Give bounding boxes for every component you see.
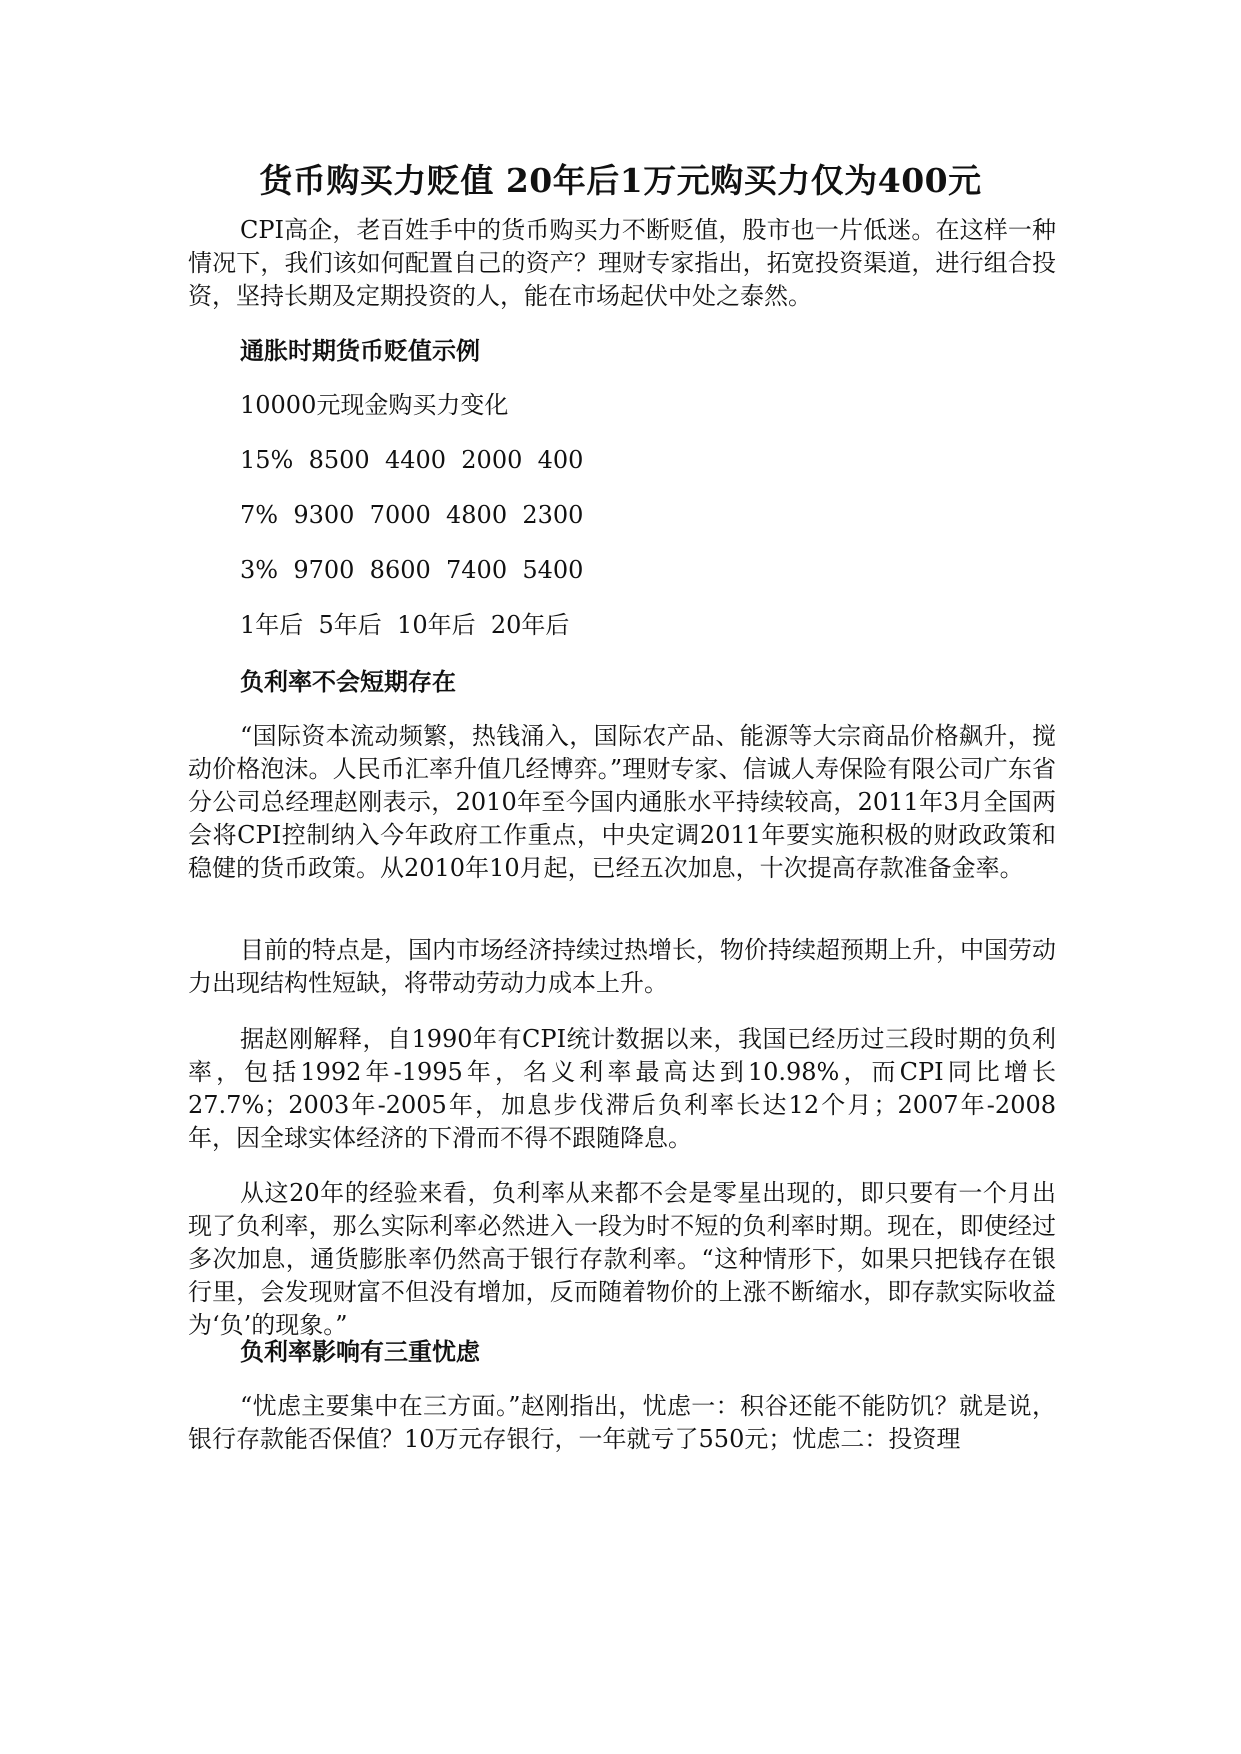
- section-heading-inflation-example: 通胀时期货币贬值示例: [240, 336, 480, 365]
- document-title: 货币购买力贬值 20年后1万元购买力仅为400元: [259, 161, 982, 200]
- section-heading-three-concerns: 负利率影响有三重忧虑: [240, 1337, 480, 1366]
- paragraph-1: “国际资本流动频繁，热钱涌入，国际农产品、能源等大宗商品价格飙升，搅动价格泡沫。人民币汇率升值几经博弈。”理财专家、信诚人寿保险有限公司广东省分公司总经理赵刚表示，2010年至今国内通胀水平持续较高，2011年3月全国两会将CPI控制纳入今年政府工作重点，中央定调2011年要实施积极的财政政策和稳健的货币政策。从2010年10月起，已经五次加息，十次提高存款准备金率。: [188, 722, 1056, 882]
- paragraph-5: “忧虑主要集中在三方面。”赵刚指出，忧虑一：积谷还能不能防饥？就是说，银行存款能否保值？10万元存银行，一年就亏了550元；忧虑二：投资理: [188, 1392, 1056, 1453]
- paragraph-4: 从这20年的经验来看，负利率从来都不会是零星出现的，即只要有一个月出现了负利率，那么实际利率必然进入一段为时不短的负利率时期。现在，即使经过多次加息，通货膨胀率仍然高于银行存款利率。“这种情形下，如果只把钱存在银行里，会发现财富不但没有增加，反而随着物价的上涨不断缩水，即存款实际收益为‘负’的现象。”: [188, 1179, 1056, 1339]
- table-caption: 10000元现金购买力变化: [240, 391, 509, 419]
- paragraph-2: 目前的特点是，国内市场经济持续过热增长，物价持续超预期上升，中国劳动力出现结构性短缺，将带动劳动力成本上升。: [188, 936, 1056, 997]
- table-row-7: 7% 9300 7000 4800 2300: [240, 501, 584, 529]
- section-heading-negative-rate: 负利率不会短期存在: [240, 667, 456, 696]
- intro-paragraph: CPI高企，老百姓手中的货币购买力不断贬值，股市也一片低迷。在这样一种情况下，我们该如何配置自己的资产？理财专家指出，拓宽投资渠道，进行组合投资，坚持长期及定期投资的人，能在市场起伏中处之泰然。: [188, 216, 1056, 310]
- table-row-15: 15% 8500 4400 2000 400: [240, 446, 584, 474]
- paragraph-3: 据赵刚解释，自1990年有CPI统计数据以来，我国已经历过三段时期的负利率，包括1992年-1995年，名义利率最高达到10.98%，而CPI同比增长27.7%；2003年-2005年，加息步伐滞后负利率长达12个月；2007年-2008年，因全球实体经济的下滑而不得不跟随降息。: [188, 1025, 1056, 1152]
- table-row-years: 1年后 5年后 10年后 20年后: [240, 611, 570, 639]
- table-row-3: 3% 9700 8600 7400 5400: [240, 556, 584, 584]
